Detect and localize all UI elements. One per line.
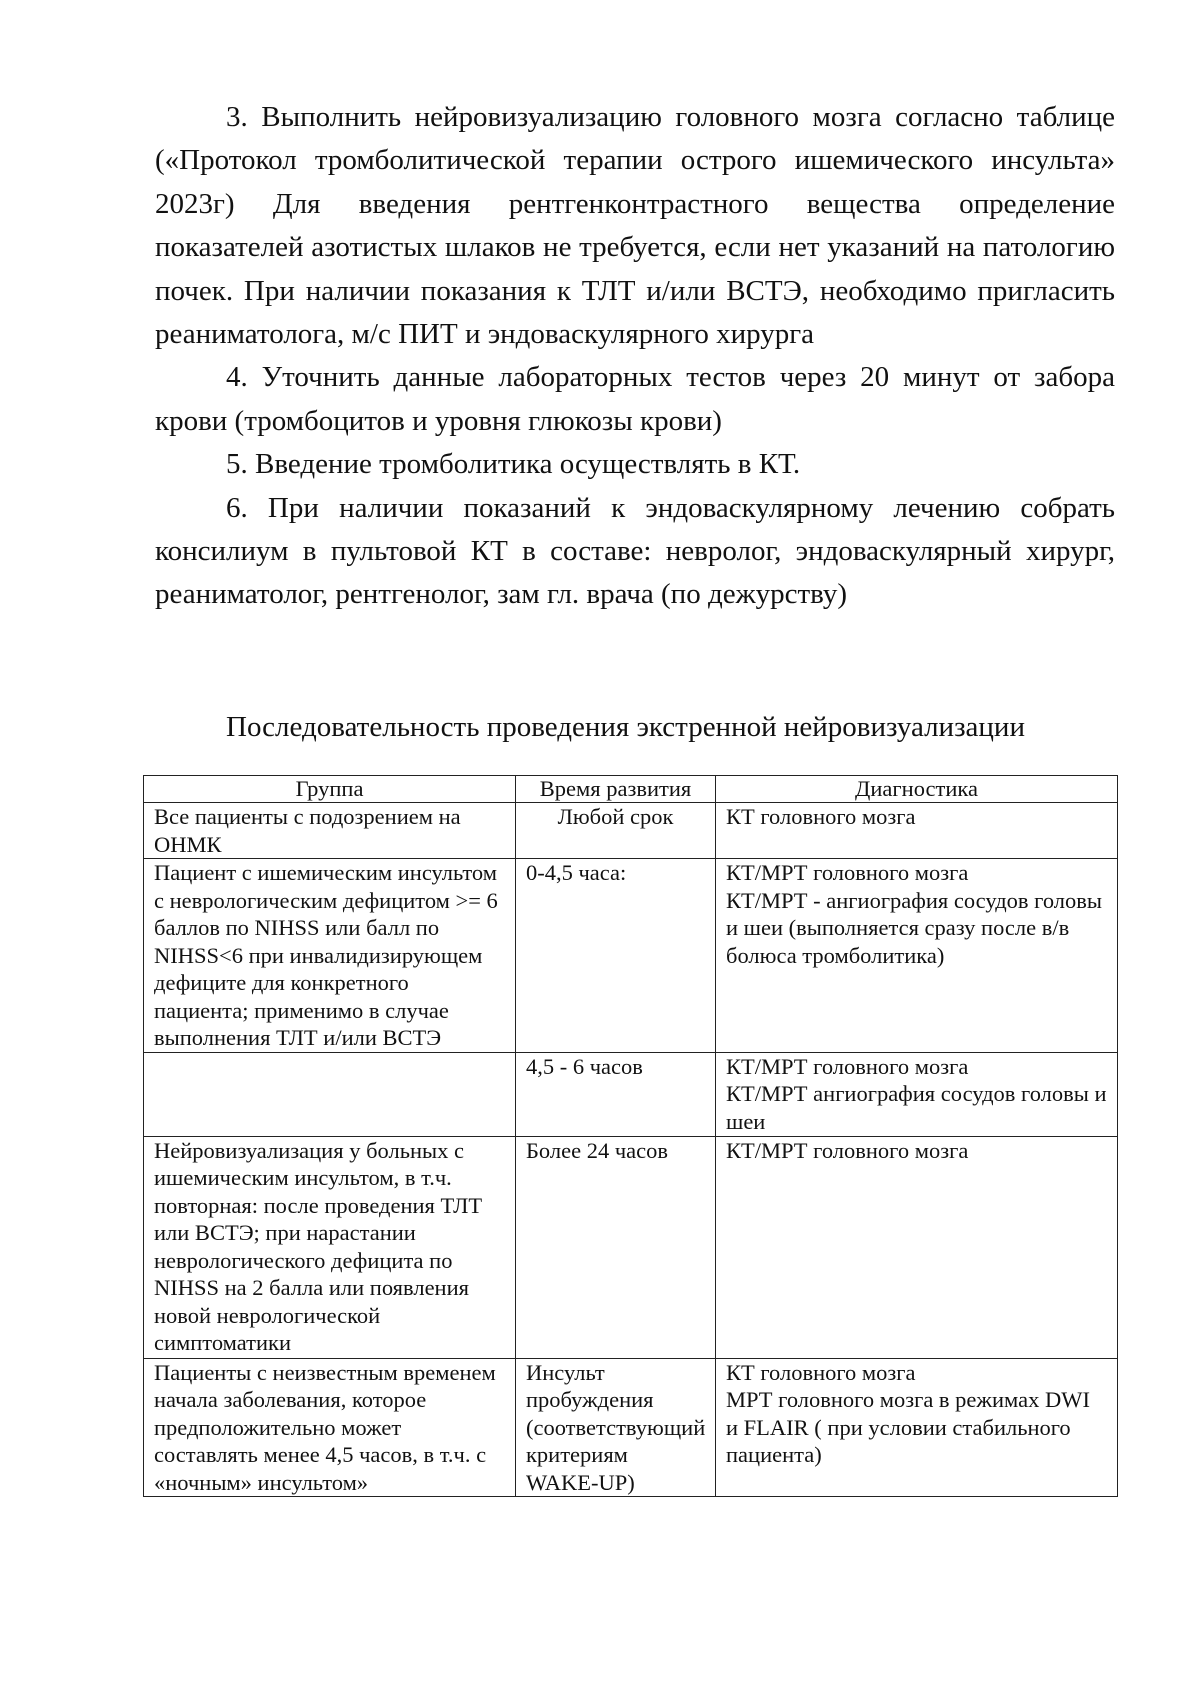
cell-diagnostics [716,1136,1118,1358]
diagnostics-line: КТ головного мозга [726,804,916,829]
diagnostics-line: КТ головного мозга [726,1359,916,1385]
paragraph-step-3: 3. Выполнить нейровизуализацию головного мозга согласно таблице («Протокол тромболитической терапии острого ишемического инсульта» 2023г) Для введения рентгенконтрастного вещества определение показателей азотистых шлаков не требуется, если нет указаний на патологию почек. При наличии показания к ТЛТ и/или ВСТЭ, необходимо пригласить реаниматолога, м/с ПИТ и эндоваскулярного хирурга [155,101,1115,351]
diagnostics-line: КТ/МРТ ангиография сосудов головы и шеи [726,1081,1107,1134]
paragraph-step-5: 5. Введение тромболитика осуществлять в КТ. [226,448,801,481]
table-title: Последовательность проведения экстренной нейровизуализации [226,711,1025,743]
cell-diagnostics [716,1358,1118,1497]
cell-group: Пациент с ишемическим инсультом с неврологическим дефицитом >= 6 баллов по NIHSS или балл по NIHSS<6 при инвалидизирующем дефиците для конкретного пациента; применимо в случае выполнения ТЛТ и/или ВСТЭ [144,859,516,1053]
header-group: Группа [144,776,516,803]
diagnostics-line: КТ/МРТ - ангиография сосудов головы и шеи (выполняется сразу после в/в болюса тромболитика) [726,887,1102,968]
paragraph-step-4: 4. Уточнить данные лабораторных тестов через 20 минут от забора крови (тромбоцитов и уровня глюкозы крови) [155,361,1115,437]
table-row [144,859,1118,1053]
table-row [144,1136,1118,1358]
table-row [144,1358,1118,1497]
cell-group: Все пациенты с подозрением на ОНМК [144,803,516,859]
cell-group [144,1052,516,1136]
cell-group: Нейровизуализация у больных с ишемическим инсультом, в т.ч. повторная: после проведения ТЛТ или ВСТЭ; при нарастании неврологического дефицита по NIHSS на 2 балла или появления новой неврологической симптоматики [144,1136,516,1358]
cell-time: Инсульт пробуждения (соответствующий критериям WAKE-UP) [516,1358,716,1497]
cell-time: Более 24 часов [516,1136,716,1358]
cell-time: 4,5 - 6 часов [516,1052,716,1136]
diagnostics-line: МРТ головного мозга в режимах DWI и FLAIR ( при условии стабильного пациента) [726,1387,1090,1467]
header-time: Время развития [516,776,716,803]
cell-time: Любой срок [516,803,716,859]
cell-time: 0-4,5 часа: [516,859,716,1053]
cell-diagnostics [716,1052,1118,1136]
diagnostics-line: КТ/МРТ головного мозга [726,860,969,885]
header-diagnostics: Диагностика [716,776,1118,803]
cell-group: Пациенты с неизвестным временем начала заболевания, которое предположительно может составлять менее 4,5 часов, в т.ч. с «ночным» инсультом» [144,1358,516,1497]
body-text [155,96,1115,617]
cell-diagnostics [716,803,1118,859]
table-header-row [144,776,1118,803]
diagnostics-line: КТ/МРТ головного мозга [726,1053,969,1079]
neuroimaging-table [143,775,1118,1497]
paragraph-step-6: 6. При наличии показаний к эндоваскулярному лечению собрать консилиум в пультовой КТ в составе: невролог, эндоваскулярный хирург, реаниматолог, рентгенолог, зам гл. врача (по дежурству) [155,491,1115,611]
table-row [144,803,1118,859]
diagnostics-line: КТ/МРТ головного мозга [726,1137,969,1163]
cell-diagnostics [716,859,1118,1053]
table-row [144,1052,1118,1136]
